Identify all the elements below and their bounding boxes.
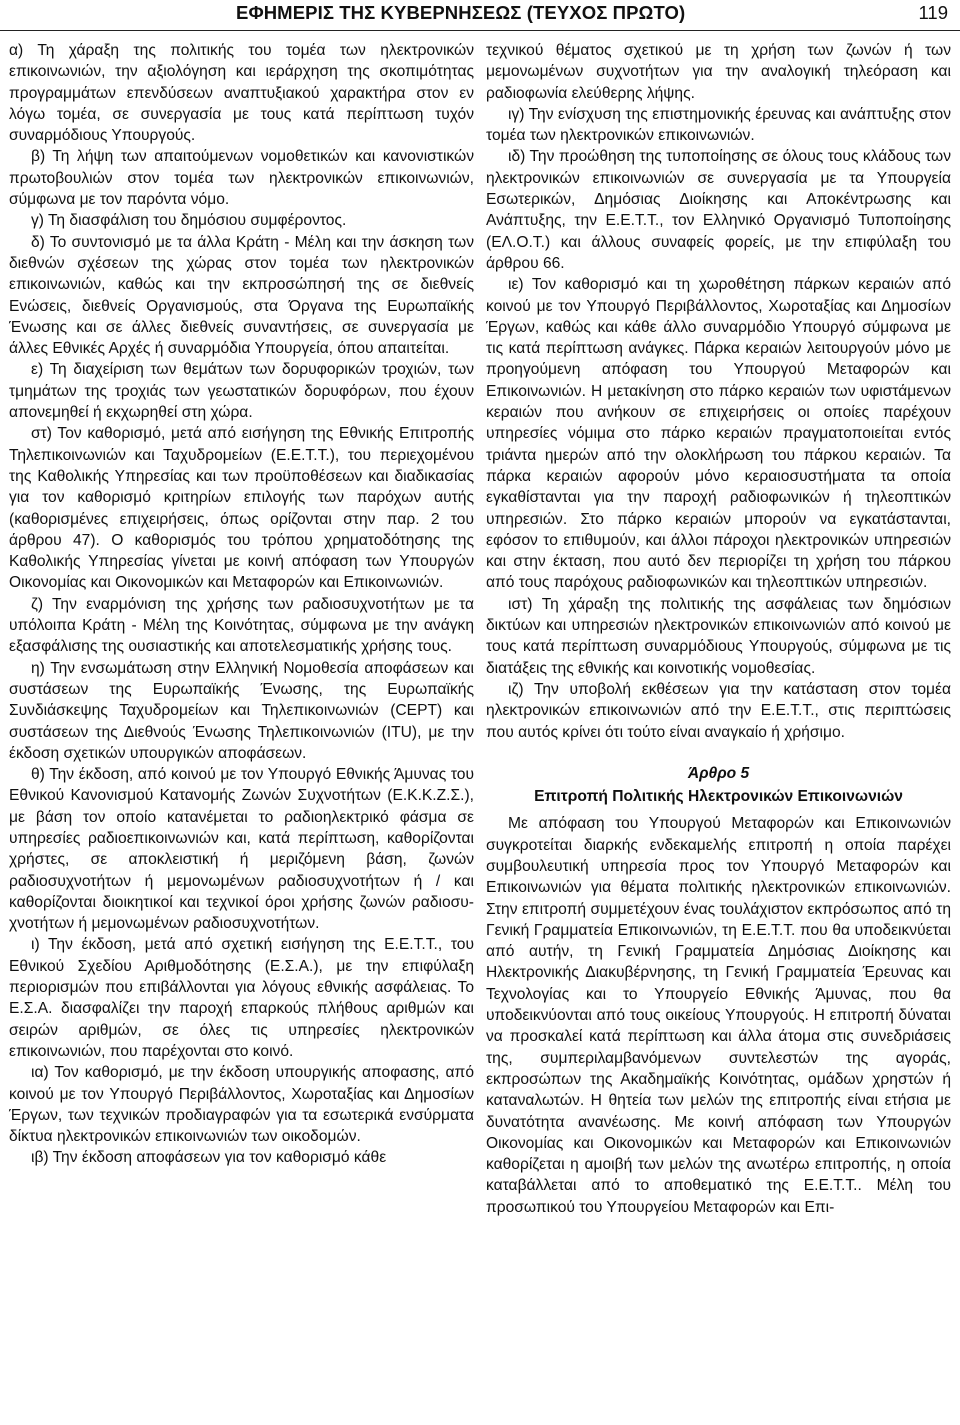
article-title: Άρθρο 5 <box>687 764 750 782</box>
paragraph-ig: ιγ) Την ενίσχυση της επιστημονικής έρευνας και ανάπτυξης στον τομέα των ηλεκτρονικών επικοινωνιών. <box>486 105 951 145</box>
paragraph-i: η) Την ενσωμάτωση στην Ελληνική Νομοθεσία αποφάσεων και συστάσεων της Ευρωπαϊκής Ένωσης, της Ευρωπαϊκής Συνδιάσκεψης Ταχυδρομείων και Τηλεπικοινωνιών (CEPT) και συστάσεων της Διεθνούς Ένωσης Τηλεπικοινωνιών (ITU), με την έκδοση σχετικών υπουργικών αποφάσεων. <box>9 659 474 762</box>
paragraph-ie: ιε) Τον καθορισμό και τη χωροθέτηση πάρκων κεραιών από κοινού με τον Υπουργό Περιβάλλοντος, Χωροταξίας και Δημοσίων Έργων, καθώς και κάθε άλλο συναρμόδιο Υπουργό σύμφωνα με τις κατά περίπτωση ανάγκες. Πάρκα κεραιών λειτουργούν μόνο με προηγούμενη απόφαση του Υπουργού Μεταφορών και Επικοινωνιών. Η μετακίνηση στο πάρκο κεραιών των υφιστάμενων κεραιών που ανήκουν σε επιχειρήσεις οι οποίες παρέχουν υπηρεσίες νόμιμα στο πάρκο κεραιών πραγματοποιείται εντός τριάντα ημερών από την ολοκλήρωση του πάρκου κεραιών. Τα πάρκα κεραιών αφορούν μόνο κεραιοσυστήματα τα οποία εγκαθίστανται για την παροχή ραδιοφωνικών ή τηλεοπτικών υπηρεσιών. Στο πάρκο κεραιών μπορούν να εγκατάστανται, εφόσον το επιθυμούν, και άλλοι πάροχοι ηλεκτρονικών υπηρεσιών και στην έκταση, που αυτό δεν περιορίζει τη χρήση του πάρκου από τους παρόχους ραδιοφωνικών και τηλεοπτικών υπηρεσιών. <box>486 276 951 592</box>
left-column <box>9 40 474 1169</box>
article-body: Με απόφαση του Υπουργού Μεταφορών και Επικοινωνιών συγκροτείται διαρκής ενδεκαμελής επιτροπή η οποία παρέχει συμβουλευτική υπηρεσία προς τον Υπουργό Μεταφορών και Επικοινωνιών για θέματα πολιτικής ηλεκτρονικών επικοινωνιών. Στην επιτροπή συμμετέχουν ένας τουλάχιστον εκπρόσωπος από τη Γενική Γραμματεία Επικοινωνιών, τη Ε.Ε.Τ.Τ. που θα υποδεικνύεται από αυτήν, τη Γενική Γραμματεία Δημόσιας Διοίκησης και Ηλεκτρονικής Διακυβέρνησης, τη Γενική Γραμματεία Έρευνας και Τεχνολογίας και το Υπουργείο Εθνικής Άμυνας, που θα υποδεικνύονται από τους οικείους Υπουργούς. Η επιτροπή δύναται να προσκαλεί κατά περίπτωση και άλλα άτομα στις συνεδριάσεις της, συμπεριλαμβανόμενων συντελεστών της αγοράς, εκπροσώπων της Ακαδημαϊκής Κοινότητας, ομάδων χρηστών ή καταναλωτών. Η θητεία των μελών της επιτροπής είναι ετήσια με δυνατότητα ανανέωσης. Με κοινή απόφαση των Υπουργών Οικονομίας και Οικονομικών και Μεταφορών και Επικοινωνιών καθορίζεται η αμοιβή των μελών της ανωτέρω επιτροπής, η οποία καταβάλλεται από το αποθεματικό της Ε.Ε.Τ.Τ.. Μέλη του προσωπικού του Υπουργείου Μεταφορών και Επι- <box>486 815 951 1216</box>
paragraph-id: ιδ) Την προώθηση της τυποποίησης σε όλους τους κλάδους των ηλεκτρονικών επικοινωνιών σε συνεργασία με τα Υπουργεία Εσωτερικών, Δημόσιας Διοίκησης και Αποκέντρωσης και Ανάπτυξης, την Ε.Ε.Τ.Τ., τον Ελληνικό Οργανισμό Τυποποίησης (ΕΛ.Ο.Τ.) και άλλους συναφείς φορείς, με την επιφύλαξη του άρθρου 66. <box>486 148 951 272</box>
gazette-title: ΕΦΗΜΕΡΙΣ ΤΗΣ ΚΥΒΕΡΝΗΣΕΩΣ (ΤΕΥΧΟΣ ΠΡΩΤΟ) <box>236 2 686 23</box>
page-number: 119 <box>918 2 948 23</box>
paragraph-ib-continued: τεχνικού θέματος σχετικού με τη χρήση των ζωνών ή των μεμονωμένων συχνοτήτων για την αναλογική τηλεόραση και ραδιοφωνία ελεύθερης λήψης. <box>486 42 951 102</box>
paragraph-ia: ια) Τον καθορισμό, με την έκδοση υπουργικής αποφασης, από κοινού με τον Υπουργό Περιβάλλοντος, Χωροταξίας και Δημοσίων Έργων, των τεχνικών προδιαγραφών για τα εσωτερικά ενσύρματα δίκτυα ηλεκτρονικών επικοινωνιών των οικοδομών. <box>9 1064 474 1146</box>
paragraph-b: β) Τη λήψη των απαιτούμενων νομοθετικών και κανονιστικών πρωτοβουλιών στον τομέα των ηλεκτρονικών επικοινωνιών, σύμφωνα με τον παρόντα νόμο. <box>9 148 474 209</box>
paragraph-z: ζ) Την εναρμόνιση της χρήσης των ραδιοσυχνοτήτων με τα υπόλοιπα Κράτη - Μέλη της Κοινότητας, σύμφωνα με την ανάγκη εξασφάλισης της ουσιαστικής και αποτελεσματικής χρήσης τους. <box>9 595 474 656</box>
paragraph-iz: ιζ) Την υποβολή εκθέσεων για την κατάσταση στον τομέα ηλεκτρονικών επικοινωνιών από την Ε.Ε.Τ.Τ., στις περιπτώσεις που αυτός κρίνει ότι τούτο είναι αναγκαίο ή χρήσιμο. <box>486 680 951 741</box>
article-subtitle: Επιτροπή Πολιτικής Ηλεκτρονικών Επικοινωνιών <box>534 788 903 806</box>
paragraph-d: δ) Το συντονισμό με τα άλλα Κράτη - Μέλη και την άσκηση των διεθνών σχέσεων της χώρας στον τομέα των ηλεκτρονικών επικοινωνιών, καθώς και την εκπροσώπησή της σε διεθνείς Ενώσεις, διεθνείς Οργανισμούς, στα Όργανα της Ευρωπαϊκής Ένωσης και σε άλλες διεθνείς συναντήσεις, σε συνεργασία με άλλες Εθνικές Αρχές ή συναρμόδια Υπουργεία, όπου απαιτείται. <box>9 233 474 358</box>
paragraph-c: γ) Τη διασφάλιση του δημόσιου συμφέροντος. <box>31 212 347 230</box>
paragraph-ist: ιστ) Τη χάραξη της πολιτικής της ασφάλειας των δημόσιων δικτύων και υπηρεσιών ηλεκτρονικών επικοινωνιών από κοινού με τους κατά περίπτωση συναρμόδιους Υπουργούς, σύμφωνα με τις διατάξεις της εθνικής και κοινοτικής νομοθεσίας. <box>486 595 951 677</box>
right-column <box>486 40 951 1218</box>
paragraph-a: α) Τη χάραξη της πολιτικής του τομέα των ηλεκτρονικών επικοινωνιών, την αξιολόγηση και ιεράρχηση της σκοπιμότητας προγραμμάτων επενδύσεων αναπτυξιακού χαρακτήρα στον εν λόγω τομέα, σε συνεργασία με τους κατά περίπτωση τυχόν συναρμόδιους Υπουργούς. <box>9 42 474 145</box>
paragraph-e: ε) Τη διαχείριση των θεμάτων των δορυφορικών τροχιών, των τμημάτων της τροχιάς των γεωστατικών δορυφόρων, που έχουν απονεμηθεί ή εκχωρηθεί στη χώρα. <box>9 361 474 422</box>
paragraph-ib: ιβ) Την έκδοση αποφάσεων για τον καθορισμό κάθε <box>31 1149 387 1167</box>
paragraph-st: στ) Τον καθορισμό, μετά από εισήγηση της Εθνικής Επιτροπής Τηλεπικοινωνιών και Ταχυδρομείων (Ε.Ε.Τ.Τ.), του περιεχομένου της Καθολικής Υπηρεσίας και των προϋποθέσεων και διαδικασίας για τον καθορισμό κριτηρίων επιλογής των παρόχων αυτής (καθορισμένες επιχειρήσεις, όπως ορίζονται στην παρ. 2 του άρθρου 47). Ο καθορισμός του τρόπου χρηματοδότησης της Καθολικής Υπηρεσίας γίνεται με κοινή απόφαση των Υπουργών Οικονομίας και Οικονομικών και Μεταφορών και Επικοινωνιών. <box>9 425 474 592</box>
paragraph-iota: ι) Την έκδοση, μετά από σχετική εισήγηση της Ε.Ε.Τ.Τ., του Εθνικού Σχεδίου Αριθμοδότησης (Ε.Σ.Α.), με την επιφύλαξη περιορισμών που επιβάλλονται για λόγους εθνικής ασφάλειας. Το Ε.Σ.Α. διασφαλίζει την παροχή επαρκούς πλήθους αριθμών και σειρών αριθμών, σε όλες τις υπηρεσίες ηλεκτρονικών επικοινωνιών, που παρέχονται στο κοινό. <box>9 936 474 1060</box>
page-header <box>0 0 960 31</box>
paragraph-th: θ) Την έκδοση, από κοινού με τον Υπουργό Εθνικής Άμυνας του Εθνικού Κανονισμού Κατανομής Ζωνών Συχνοτήτων (Ε.Κ.Κ.Ζ.Σ.), με βάση τον οποίο κατανέμεται το ραδιοηλεκτρικό φάσμα σε υπηρεσίες ραδιοεπικοινωνιών και, κατά περίπτωση, καθορίζονται χρήστες, σε αποκλειστική ή μεριζόμενη βάση, ζωνών ραδιοσυχνοτήτων ή μεμονωμένων ραδιοσυχνοτήτων ή / και καθορίζονται διοικητικοί και τεχνικοί όροι χρήσης ζωνών ραδιοσυχνοτήτων ή μεμονωμένων ραδιοσυχνοτήτων. <box>9 766 474 933</box>
